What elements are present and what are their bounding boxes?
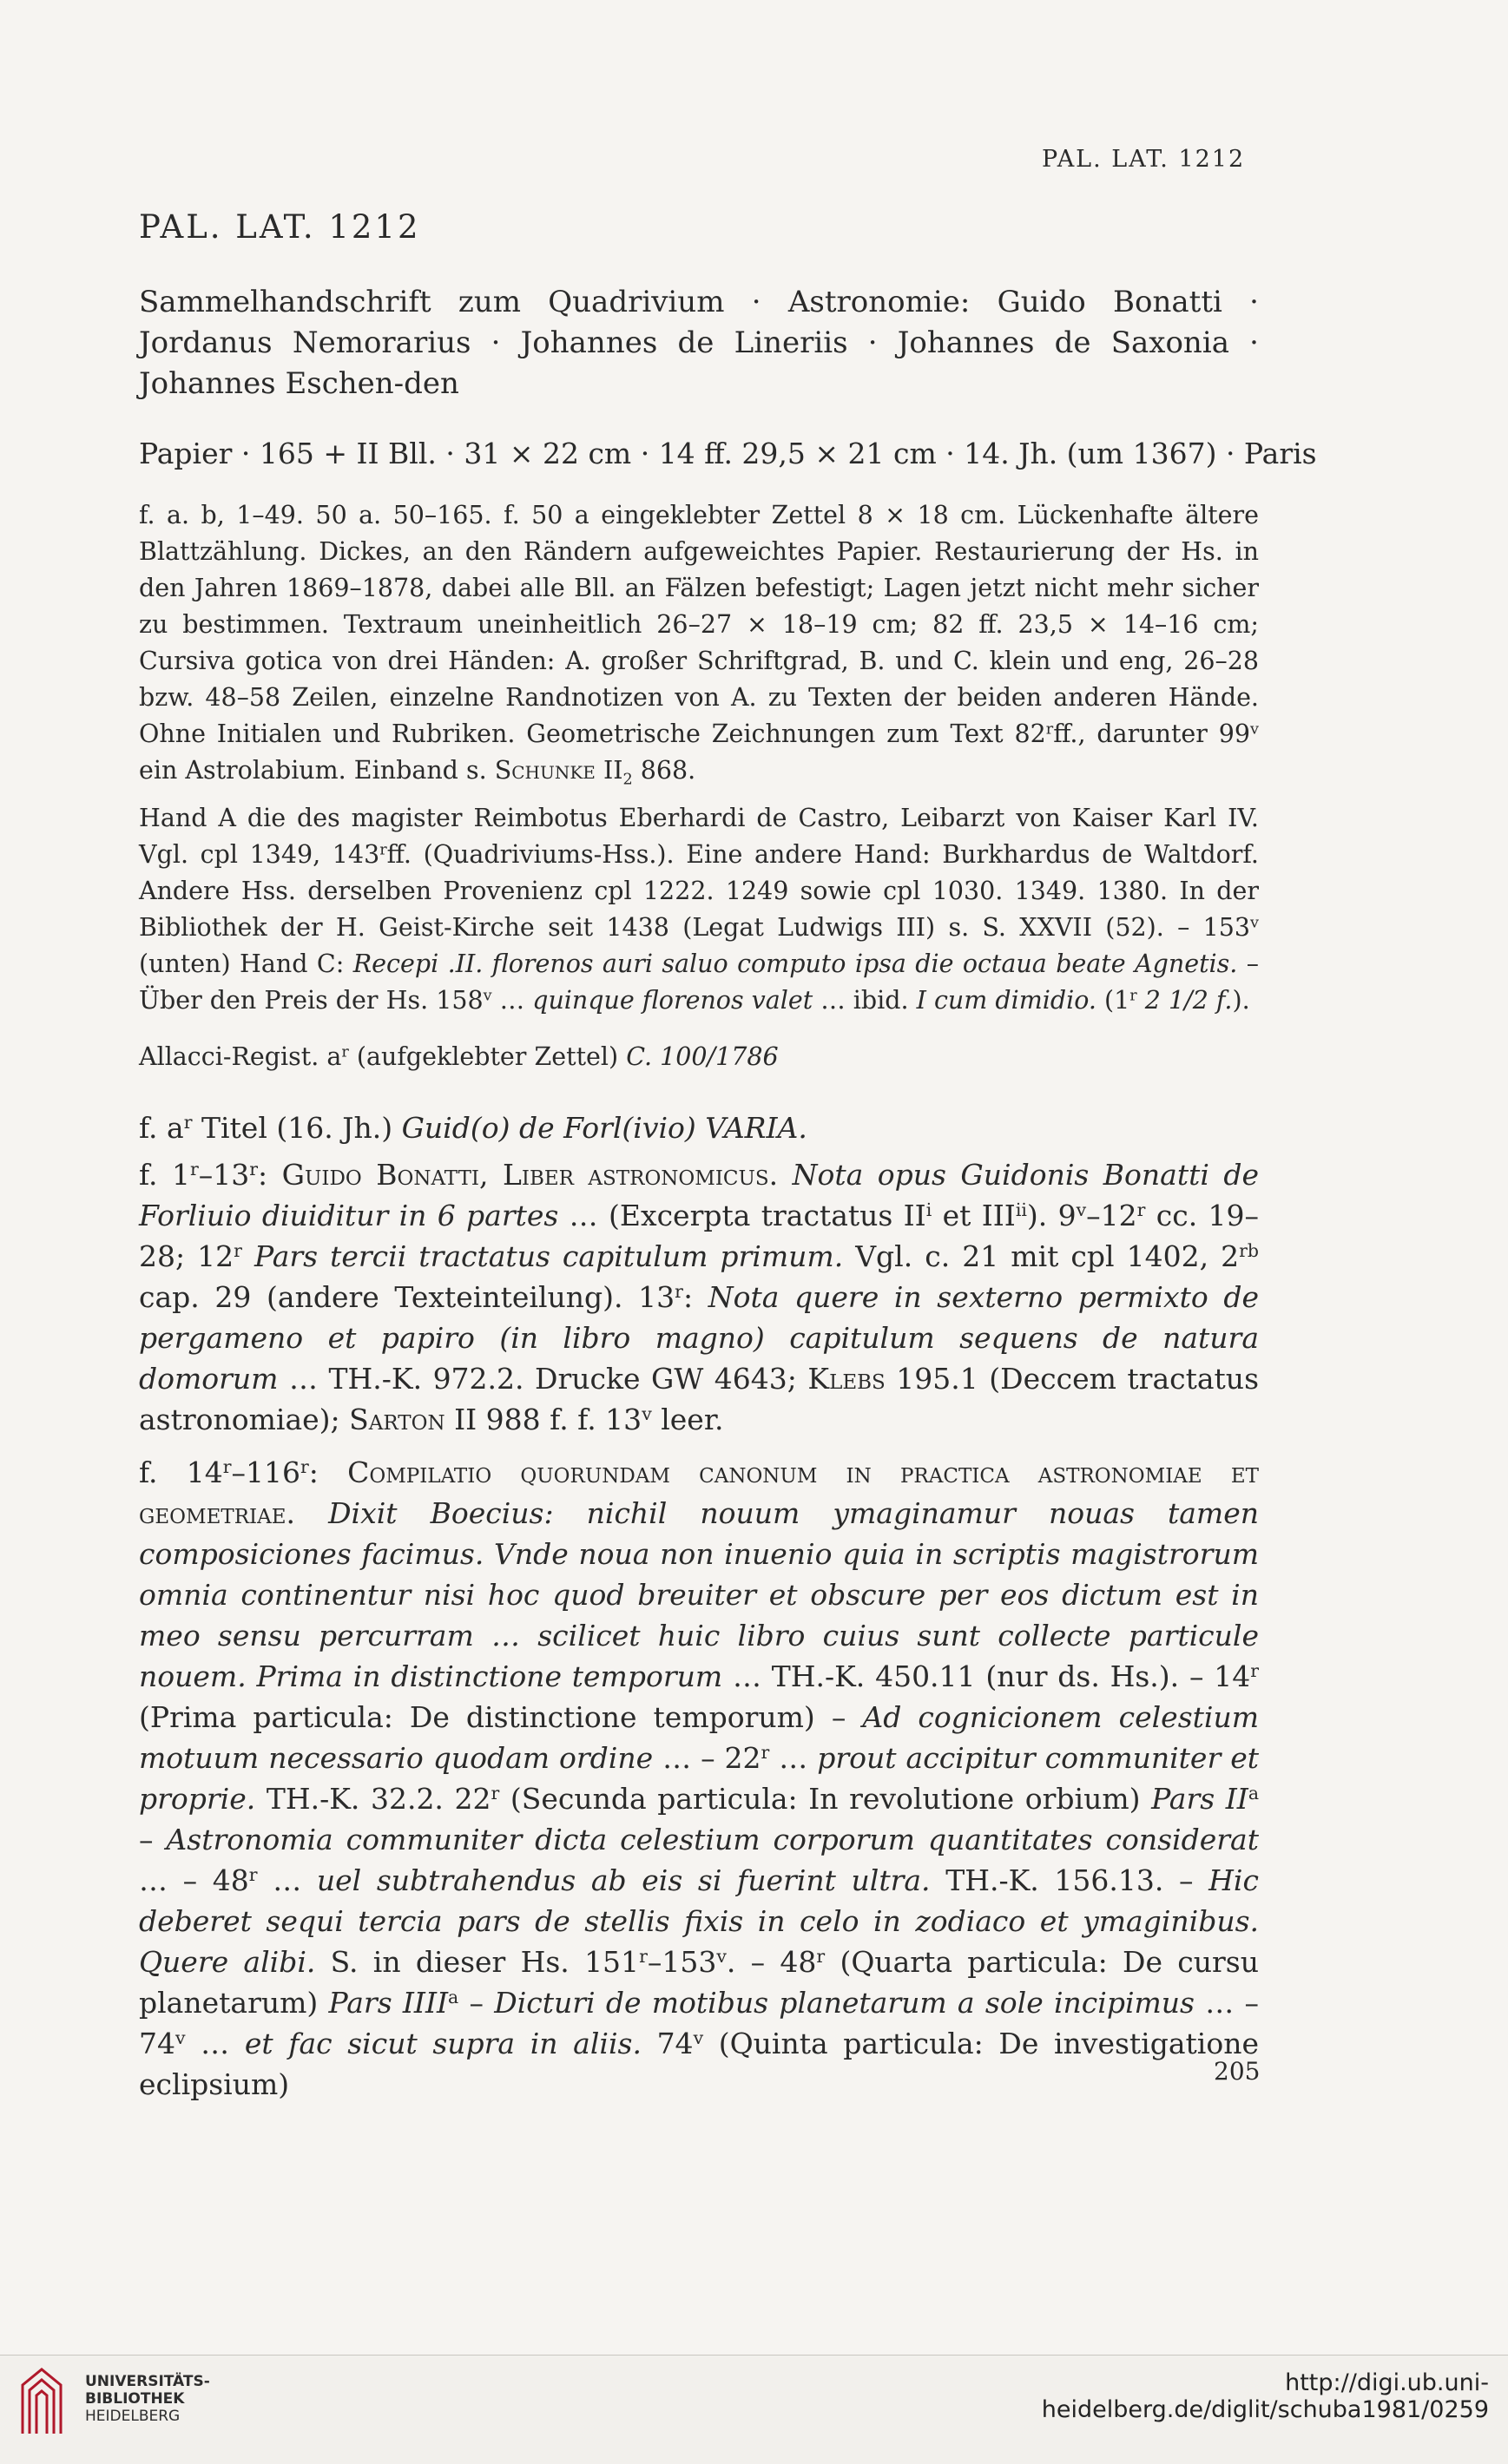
manuscript-title: Sammelhandschrift zum Quadrivium · Astronomie: Guido Bonatti · Jordanus Nemorarius · Johannes de Lineriis · Johannes de Saxonia · Johannes Eschen-den (139, 285, 1259, 401)
allacci-register: Allacci-Regist. $a^r$ (aufgeklebter Zettel) C. 100/1786 (139, 1042, 779, 1071)
provenance-paragraph: Hand A die des magister Reimbotus Eberhardi de Castro, Leibarzt von Kaiser Karl IV. Vgl. cpl 1349, 143$^r$ff. (Quadriviums-Hss.). Eine andere Hand: Burkhardus de Waltdorf. Andere Hss. derselben Provenienz cpl 1222. 1249 sowie cpl 1030. 1349. 1380. In der Bibliothek der H. Geist-Kirche seit 1438 (Legat Ludwigs III) s. S. XXVII (52). – 153$^v$ (unten) Hand C: Recepi .II. florenos auri saluo computo ipsa die octaua beate Agnetis. – Über den Preis der Hs. 158$^v$ … quinque florenos valet … ibid. I cum dimidio. (1$^r$ 2 1/2 f.). (139, 804, 1259, 1015)
shelfmark-heading: PAL. LAT. 1212 (139, 208, 421, 246)
footer-divider (0, 2355, 1508, 2356)
contents-entry-bonatti: f. 1$^r$–13$^r$: Guido Bonatti, Liber astronomicus. Nota opus Guidonis Bonatti de Forliuio diuiditur in 6 partes … (Excerpta tractatus $II^i$ et III$^{ii}$). 9$^v$–12$^r$ cc. 19–28; 12$^r$ Pars tercii tractatus capitulum primum. Vgl. c. 21 mit cpl 1402, $2^{rb}$ cap. 29 (andere Texteinteilung). 13$^r$: Nota quere in sexterno permixto de pergameno et papiro (in libro magno) capitulum sequens de natura domorum … TH.-K. 972.2. Drucke GW 4643; Klebs 195.1 (Deccem tractatus astronomiae); Sarton II 988 f. f. 13$^v$ leer. (139, 1158, 1260, 1436)
library-name-line-3: HEIDELBERG (85, 2408, 181, 2425)
page-number: 205 (1214, 2057, 1261, 2086)
codicological-description: f. a. b, 1–49. 50 a. 50–165. f. 50 a eingeklebter Zettel 8 × 18 cm. Lückenhafte ältere Blattzählung. Dickes, an den Rändern aufgeweichtes Papier. Restaurierung der Hs. in den Jahren 1869–1878, dabei alle Bll. an Fälzen befestigt; Lagen jetzt nicht mehr sicher zu bestimmen. Textraum uneinheitlich 26–27 × 18–19 cm; 82 ff. 23,5 × 14–16 cm; Cursiva gotica von drei Händen: A. großer Schriftgrad, B. und C. klein und eng, 26–28 bzw. 48–58 Zeilen, einzelne Randnotizen von A. zu Texten der beiden anderen Hände. Ohne Initialen und Rubriken. Geometrische Zeichnungen zum Text 82$^r$ff., darunter 99$^v$ ein Astrolabium. Einband s. Schunke $II_2$ 868. (139, 501, 1259, 789)
library-name-line-1: UNIVERSITÄTS- (85, 2373, 210, 2390)
physical-description: Papier · 165 + II Bll. · 31 × 22 cm · 14 ff. 29,5 × 21 cm · 14. Jh. (um 1367) · Paris (139, 437, 1317, 470)
contents-entry-compilatio: f. 14$^r$–116$^r$: Compilatio quorundam canonum in practica astronomiae et geometriae. Dixit Boecius: nichil nouum ymaginamur nouas tamen composiciones facimus. Vnde noua non inuenio quia in scriptis magistrorum omnia continentur nisi hoc quod breuiter et obscure per eos dictum est in meo sensu percurram … scilicet huic libro cuius sunt collecte particule nouem. Prima in distinctione temporum … TH.-K. 450.11 (nur ds. Hs.). – 14$^r$ (Prima particula: De distinctione temporum) – Ad cognicionem celestium motuum necessario quodam ordine … – 22$^r$ … prout accipitur communiter et proprie. TH.-K. 32.2. 22$^r$ (Secunda particula: In revolutione orbium) Pars $II^a$ – Astronomia communiter dicta celestium corporum quantitates considerat … – 48$^r$ … uel subtrahendus ab eis si fuerint ultra. TH.-K. 156.13. – Hic deberet sequi tercia pars de stellis fixis in celo in zodiaco et ymaginibus. Quere alibi. S. in dieser Hs. 151$^r$–153$^v$. – 48$^r$ (Quarta particula: De cursu planetarum) Pars IIII$^a$ – Dicturi de motibus planetarum a sole incipimus … – 74$^v$ … et fac sicut supra in aliis. 74$^v$ (Quinta particula: De investigatione eclipsium) (139, 1455, 1260, 2101)
library-name[interactable] (85, 2373, 210, 2425)
library-name-line-2: BIBLIOTHEK (85, 2390, 185, 2408)
running-head: PAL. LAT. 1212 (1042, 146, 1246, 173)
ub-heidelberg-logo-icon[interactable] (17, 2366, 66, 2435)
permalink-url[interactable]: http://digi.ub.uni-heidelberg.de/diglit/schuba1981/0259 (1041, 2369, 1489, 2423)
contents-entry-title-leaf: f. $a^r$ Titel (16. Jh.) Guid(o) de Forl(ivio) VARIA. (139, 1111, 807, 1145)
